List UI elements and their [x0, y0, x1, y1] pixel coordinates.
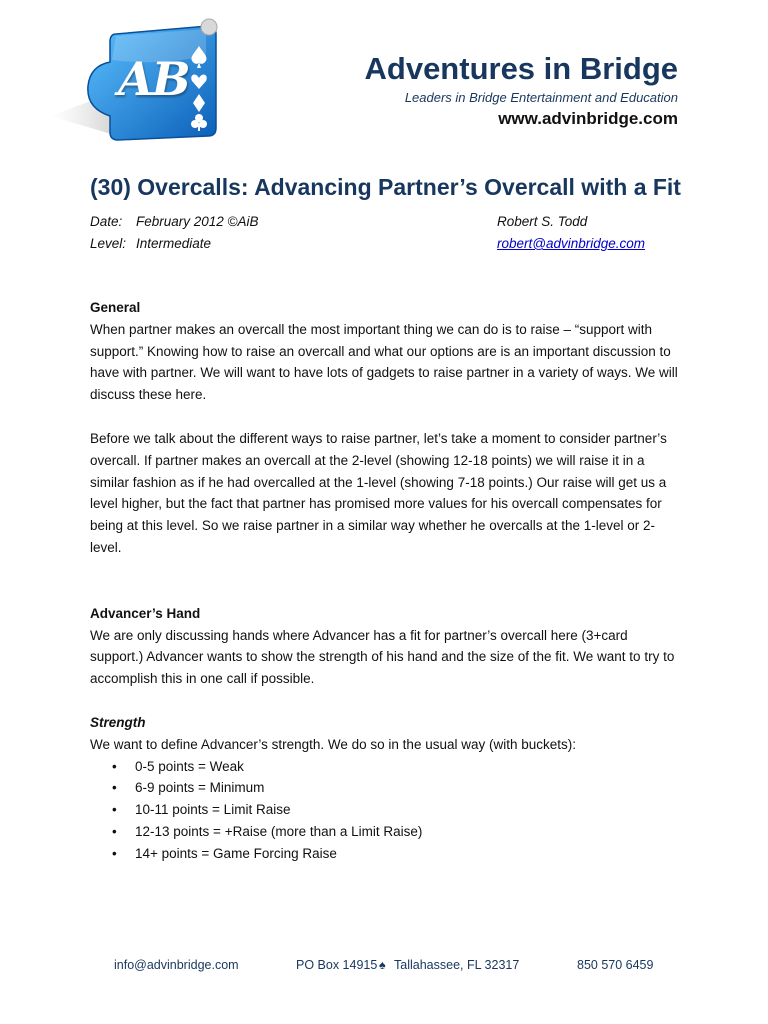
meta-row-date	[90, 211, 680, 233]
section-heading-advancer: Advancer’s Hand	[90, 605, 201, 621]
page-footer	[0, 958, 768, 980]
meta-row-level	[90, 233, 680, 255]
logo-text: AB	[118, 52, 189, 106]
list-item: • 10-11 points = Limit Raise	[135, 799, 680, 821]
section-heading-strength: Strength	[90, 714, 146, 730]
page-title: (30) Overcalls: Advancing Partner’s Overcall with a Fit	[90, 174, 681, 200]
list-item: • 6-9 points = Minimum	[135, 777, 680, 799]
list-item: • 14+ points = Game Forcing Raise	[135, 843, 680, 865]
brand-url[interactable]: www.advinbridge.com	[498, 109, 678, 128]
brand-tagline: Leaders in Bridge Entertainment and Education	[404, 90, 678, 105]
list-item: • 12-13 points = +Raise (more than a Limit Raise)	[135, 821, 680, 843]
section-heading-general: General	[90, 300, 141, 315]
level-value: Intermediate	[136, 236, 212, 251]
brand-block	[365, 50, 679, 129]
footer-email[interactable]: info@advinbridge.com	[114, 958, 239, 972]
advancer-paragraph: We are only discussing hands where Advancer has a fit for partner’s overcall here (3+card support.) Advancer wants to show the strength of his hand and the size of the fit. We want to try to accomplish this in one call if possible.	[90, 627, 675, 687]
document-body	[90, 297, 680, 865]
strength-list	[90, 756, 680, 865]
document-meta	[90, 211, 680, 255]
spade-icon: ♠	[379, 958, 386, 972]
author-name: Robert S. Todd	[497, 214, 588, 229]
general-paragraph-1: When partner makes an overcall the most important thing we can do is to raise – “support with support.” Knowing how to raise an overcall and what our options are is an important discussion to have with partner. We will want to have lots of gadgets to raise partner in a variety of ways. We will discuss these here.	[90, 321, 678, 403]
author-email-link[interactable]: robert@advinbridge.com	[497, 236, 646, 251]
general-paragraph-2: Before we talk about the different ways to raise partner, let’s take a moment to consider partner’s overcall. If partner makes an overcall at the 2-level (showing 12-18 points) we will raise it in a similar fashion as if he had overcalled at the 1-level (showing 7-18 points.) Our raise will get us a level higher, but the fact that partner has promised more values for his overcall compensates for being at this level. So we raise partner in a similar way whether he overcalls at the 1-level or 2-level.	[90, 430, 667, 555]
brand-name: Adventures in Bridge	[364, 51, 678, 86]
footer-address-city: Tallahassee, FL 32317	[394, 958, 520, 972]
level-label: Level:	[90, 236, 127, 251]
footer-phone: 850 570 6459	[577, 958, 654, 972]
date-value: February 2012 ©AiB	[136, 214, 259, 229]
date-label: Date:	[90, 214, 123, 229]
footer-address-po: PO Box 14915	[296, 958, 378, 972]
list-item: • 0-5 points = Weak	[135, 756, 680, 778]
strength-paragraph: We want to define Advancer’s strength. We do so in the usual way (with buckets):	[90, 736, 577, 752]
